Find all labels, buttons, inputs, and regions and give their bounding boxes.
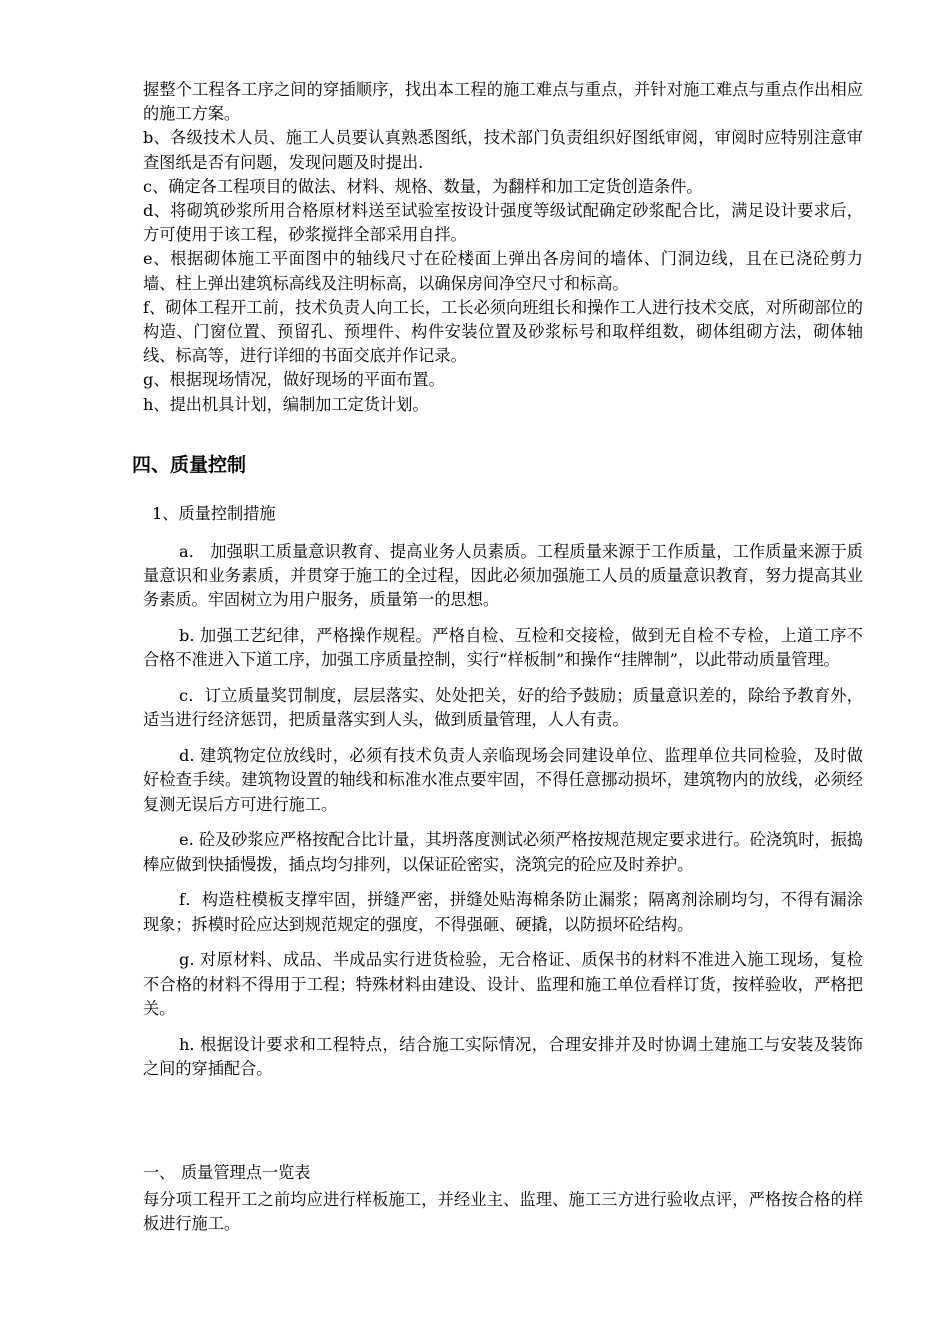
list-item: d、将砌筑砂浆所用合格原材料送至试验室按设计强度等级试配确定砂浆配合比，满足设计要求后，方可使用于该工程，砂浆搅拌全部采用自拌。	[143, 201, 863, 245]
list-item: c、确定各工程项目的做法、材料、规格、数量，为翻样和加工定货创造条件。	[143, 176, 703, 196]
list-item: g、根据现场情况，做好现场的平面布置。	[143, 370, 445, 390]
measure-paragraph: h. 根据设计要求和工程特点，结合施工实际情况，合理安排并及时协调土建施工与安装及装饰之间的穿插配合。	[143, 1034, 863, 1078]
quality-points-title	[143, 1161, 863, 1185]
section-number: 一、	[143, 1163, 176, 1182]
quality-points-section	[143, 1161, 863, 1236]
measure-paragraph: g. 对原材料、成品、半成品实行进货检验，无合格证、质保书的材料不准进入施工现场，复检不合格的材料不得用于工程；特殊材料由建设、设计、监理和施工单位看样订货，按样验收，严格把关。	[143, 950, 863, 1018]
subsection-heading: 1、质量控制措施	[152, 504, 276, 523]
list-item: e、根据砌体施工平面图中的轴线尺寸在砼楼面上弹出各房间的墙体、门洞边线，且在已浇砼剪力墙、柱上弹出建筑标高线及注明标高，以确保房间净空尺寸和标高。	[143, 249, 863, 293]
measure-paragraph: e. 砼及砂浆应严格按配合比计量，其坍落度测试必须严格按规范规定要求进行。砼浇筑时，振捣棒应做到快插慢拨，插点均匀排列，以保证砼密实，浇筑完的砼应及时养护。	[143, 830, 863, 874]
measure-paragraph: c．订立质量奖罚制度，层层落实、处处把关，好的给予鼓励；质量意识差的，除给予教育外，适当进行经济惩罚，把质量落实到人头，做到质量管理，人人有责。	[143, 686, 863, 730]
list-item: b、各级技术人员、施工人员要认真熟悉图纸，技术部门负责组织好图纸审阅，审阅时应特别注意审查图纸是否有问题，发现问题及时提出.	[143, 128, 863, 172]
document-page	[132, 78, 863, 1234]
measure-paragraph: f．构造柱模板支撑牢固，拼缝严密，拼缝处贴海棉条防止漏浆；隔离剂涂刷均匀，不得有漏涂现象；拆模时砼应达到规范规定的强度，不得强砸、硬撬，以防损坏砼结构。	[143, 890, 863, 934]
measure-paragraph: d. 建筑物定位放线时，必须有技术负责人亲临现场会同建设单位、监理单位共同检验，及时做好检查手续。建筑物设置的轴线和标准水准点要牢固，不得任意挪动损坏，建筑物内的放线，必须经复测无误后方可进行施工。	[143, 746, 863, 814]
quality-points-paragraph: 每分项工程开工之前均应进行样板施工，并经业主、监理、施工三方进行验收点评，严格按合格的样板进行施工。	[143, 1190, 863, 1234]
quality-measures	[143, 540, 863, 1093]
measure-paragraph: a． 加强职工质量意识教育、提高业务人员素质。工程质量来源于工作质量，工作质量来源于质量意识和业务素质，并贯穿于施工的全过程，因此必须加强施工人员的质量意识教育，努力提高其业务素质。牢固树立为用户服务，质量第一的思想。	[143, 542, 863, 610]
list-item: f、砌体工程开工前，技术负责人向工长，工长必须向班组长和操作工人进行技术交底，对所砌部位的构造、门窗位置、预留孔、预埋件、构件安装位置及砂浆标号和取样组数，砌体组砌方法，砌体轴线、标高等，进行详细的书面交底并作记录。	[143, 297, 863, 366]
measure-paragraph: b. 加强工艺纪律，严格操作规程。严格自检、互检和交接检，做到无自检不专检，上道工序不合格不准进入下道工序，加强工序质量控制，实行“样板制”和操作“挂牌制”，以此带动质量管理。	[143, 626, 863, 670]
section-heading: 四、质量控制	[132, 454, 247, 476]
section-title: 质量管理点一览表	[181, 1163, 311, 1182]
list-item: 握整个工程各工序之间的穿插顺序，找出本工程的施工难点与重点，并针对施工难点与重点作出相应的施工方案。	[143, 80, 863, 124]
preparation-list	[143, 78, 863, 417]
list-item: h、提出机具计划，编制加工定货计划。	[143, 394, 429, 414]
